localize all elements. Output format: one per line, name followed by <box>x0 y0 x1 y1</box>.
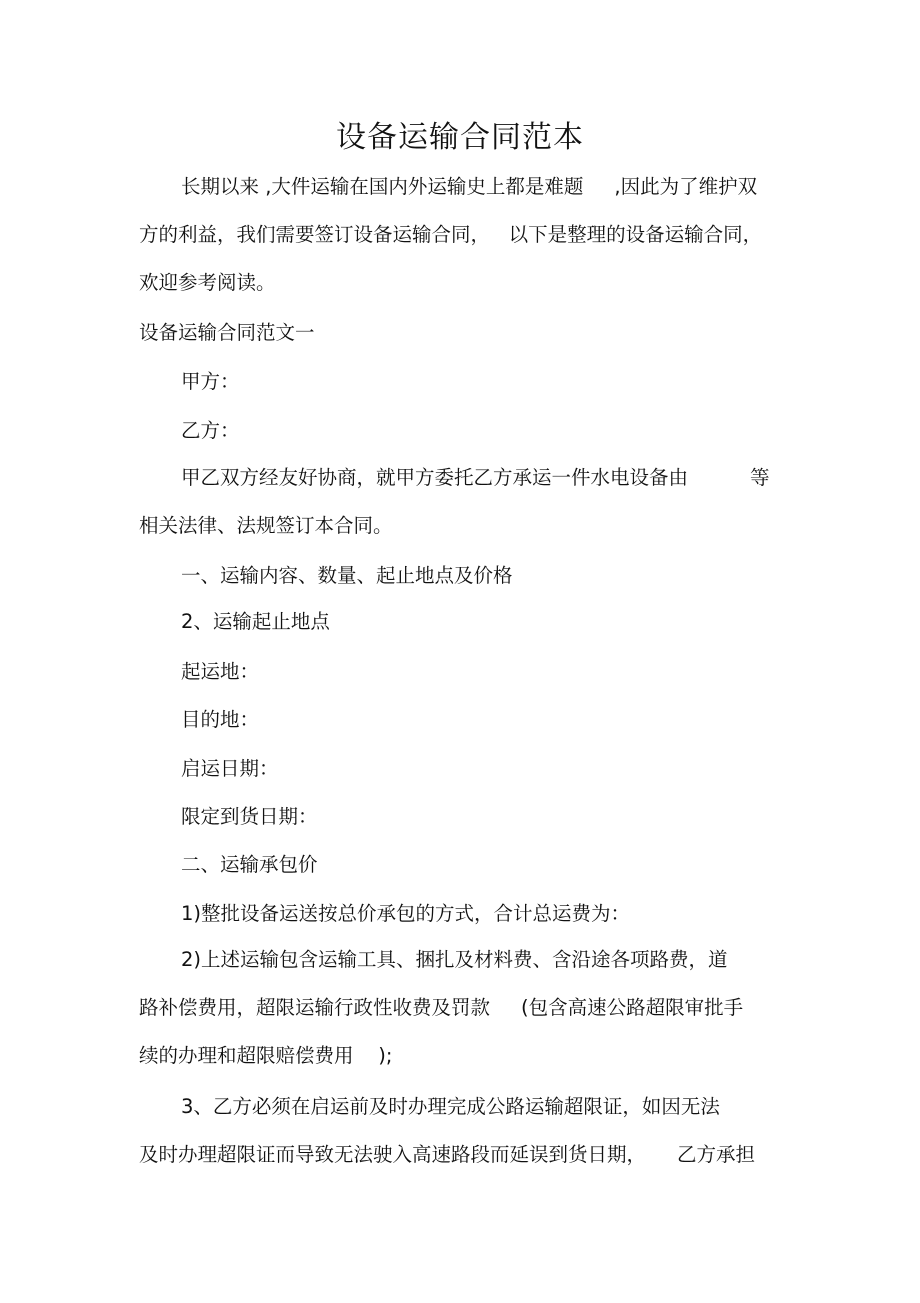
party-a-label: 甲方： <box>181 370 240 393</box>
clause-3-line-1: 3、乙方必须在启运前及时办理完成公路运输超限证，如因无法 <box>181 1095 720 1118</box>
clause-3-line-2: 及时办理超限证而导致无法驶入高速路段而延误到货日期， 乙方承担 <box>139 1143 755 1166</box>
arrival-date-field: 限定到货日期： <box>181 805 318 828</box>
clause-2-item-2-line-3: 续的办理和超限赔偿费用 ); <box>139 1044 393 1067</box>
section-heading: 设备运输合同范文一 <box>139 321 315 344</box>
agreement-line-1: 甲乙双方经友好协商，就甲方委托乙方承运一件水电设备由 等 <box>181 466 770 489</box>
document-title: 设备运输合同范本 <box>336 120 584 155</box>
intro-line-1: 长期以来 ,大件运输在国内外运输史上都是难题 ,因此为了维护双 <box>181 175 758 198</box>
intro-line-3: 欢迎参考阅读。 <box>139 271 276 294</box>
departure-date-field: 启运日期： <box>181 757 279 780</box>
party-b-label: 乙方： <box>181 419 240 442</box>
clause-2-item-2-line-2: 路补偿费用，超限运输行政性收费及罚款 (包含高速公路超限审批手 <box>139 996 744 1019</box>
destination-field: 目的地： <box>181 708 260 731</box>
origin-field: 起运地： <box>181 660 260 683</box>
clause-2-heading: 二、运输承包价 <box>181 853 318 876</box>
intro-line-2: 方的利益，我们需要签订设备运输合同， 以下是整理的设备运输合同， <box>139 223 763 246</box>
clause-1-heading: 一、运输内容、数量、起止地点及价格 <box>181 564 513 587</box>
clause-1-2-heading: 2、运输起止地点 <box>181 610 330 633</box>
agreement-line-2: 相关法律、法规签订本合同。 <box>139 514 393 537</box>
clause-2-item-1: 1)整批设备运送按总价承包的方式，合计总运费为： <box>181 902 631 925</box>
clause-2-item-2-line-1: 2)上述运输包含运输工具、捆扎及材料费、含沿途各项路费，道 <box>181 948 728 971</box>
